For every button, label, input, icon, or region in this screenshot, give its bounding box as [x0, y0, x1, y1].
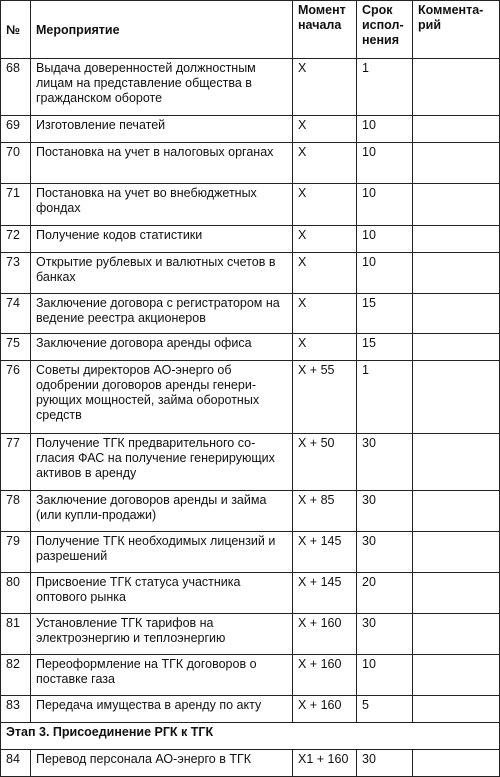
- cell-duration: 10: [357, 116, 413, 143]
- cell-num: 68: [1, 59, 31, 116]
- stage-row: [1, 722, 500, 750]
- cell-start: X: [293, 225, 357, 252]
- cell-start: X + 160: [293, 614, 357, 655]
- cell-event: Выдача доверенностей должностным лицам на представление общества в гражданском обороте: [31, 59, 293, 116]
- header-comment: Комментарий: [413, 1, 500, 59]
- cell-comment: [413, 433, 500, 490]
- cell-start: X: [293, 142, 357, 183]
- cell-num: 72: [1, 225, 31, 252]
- cell-num: 75: [1, 334, 31, 361]
- cell-comment: [413, 116, 500, 143]
- cell-num: 71: [1, 183, 31, 225]
- cell-duration: 30: [357, 614, 413, 655]
- cell-comment: [413, 573, 500, 614]
- cell-start: X + 50: [293, 433, 357, 490]
- cell-event: Заключение договора аренды офиса: [31, 334, 293, 361]
- cell-duration: 30: [357, 433, 413, 490]
- cell-event: Открытие рублевых и валютных счетов в банках: [31, 252, 293, 293]
- cell-num: 81: [1, 614, 31, 655]
- table-row: [1, 433, 500, 490]
- cell-comment: [413, 334, 500, 361]
- cell-num: 76: [1, 361, 31, 434]
- cell-num: 80: [1, 573, 31, 614]
- header-duration: Срок исполнения: [357, 1, 413, 59]
- table-row: [1, 334, 500, 361]
- table-row: [1, 116, 500, 143]
- cell-duration: 10: [357, 183, 413, 225]
- header-num: №: [1, 1, 31, 59]
- cell-comment: [413, 293, 500, 334]
- cell-num: 74: [1, 293, 31, 334]
- table-row: [1, 252, 500, 293]
- table-row: [1, 573, 500, 614]
- cell-num: 69: [1, 116, 31, 143]
- cell-duration: 15: [357, 334, 413, 361]
- cell-num: 78: [1, 491, 31, 532]
- cell-duration: 10: [357, 225, 413, 252]
- cell-comment: [413, 252, 500, 293]
- cell-comment: [413, 142, 500, 183]
- cell-event: Заключение договора с регистратором на ведение реестра акционеров: [31, 293, 293, 334]
- cell-start: X: [293, 183, 357, 225]
- table-row: [1, 361, 500, 434]
- cell-start: X + 145: [293, 573, 357, 614]
- cell-event: Передача имущества в аренду по акту: [31, 696, 293, 723]
- cell-event: Постановка на учет в налоговых органах: [31, 142, 293, 183]
- cell-duration: 1: [357, 361, 413, 434]
- cell-comment: [413, 655, 500, 696]
- table-row: [1, 614, 500, 655]
- cell-num: 83: [1, 696, 31, 723]
- cell-start: X: [293, 293, 357, 334]
- table-row: [1, 655, 500, 696]
- cell-event: Установление ТГК тарифов на электроэнергию и теплоэнергию: [31, 614, 293, 655]
- cell-event: Присвоение ТГК статуса участника оптового рынка: [31, 573, 293, 614]
- cell-duration: 30: [357, 750, 413, 777]
- cell-event: Советы директоров АО-энерго об одобрении договоров аренды генерирующих мощностей, займа оборотных средств: [31, 361, 293, 434]
- header-event: Мероприятие: [31, 1, 293, 59]
- cell-num: 82: [1, 655, 31, 696]
- cell-start: X + 55: [293, 361, 357, 434]
- cell-comment: [413, 225, 500, 252]
- cell-comment: [413, 532, 500, 573]
- table-row: [1, 183, 500, 225]
- cell-event: Получение ТГК предварительного согласия ФАС на получение генерирующих активов в аренду: [31, 433, 293, 490]
- cell-event: Заключение договоров аренды и займа (или купли-продажи): [31, 491, 293, 532]
- cell-comment: [413, 361, 500, 434]
- cell-event: Получение ТГК необходимых лицензий и разрешений: [31, 532, 293, 573]
- cell-num: 79: [1, 532, 31, 573]
- header-start: Момент начала: [293, 1, 357, 59]
- cell-duration: 10: [357, 655, 413, 696]
- cell-duration: 5: [357, 696, 413, 723]
- cell-num: 77: [1, 433, 31, 490]
- cell-start: X + 160: [293, 696, 357, 723]
- cell-duration: 1: [357, 59, 413, 116]
- cell-duration: 30: [357, 491, 413, 532]
- cell-start: X + 160: [293, 655, 357, 696]
- cell-duration: 10: [357, 142, 413, 183]
- cell-start: X: [293, 334, 357, 361]
- table-row: [1, 142, 500, 183]
- cell-comment: [413, 614, 500, 655]
- cell-comment: [413, 696, 500, 723]
- cell-num: 73: [1, 252, 31, 293]
- cell-duration: 30: [357, 532, 413, 573]
- cell-comment: [413, 491, 500, 532]
- cell-start: X: [293, 116, 357, 143]
- cell-num: 70: [1, 142, 31, 183]
- table-row: [1, 59, 500, 116]
- cell-comment: [413, 183, 500, 225]
- cell-comment: [413, 750, 500, 777]
- cell-event: Получение кодов статистики: [31, 225, 293, 252]
- cell-start: X: [293, 59, 357, 116]
- cell-start: X1 + 160: [293, 750, 357, 777]
- table-row: [1, 532, 500, 573]
- cell-duration: 20: [357, 573, 413, 614]
- stage-heading: Этап 3. Присоединение РГК к ТГК: [1, 722, 500, 750]
- table-row: [1, 696, 500, 723]
- table-body: [1, 59, 500, 777]
- table-row: [1, 491, 500, 532]
- cell-start: X + 145: [293, 532, 357, 573]
- cell-event: Постановка на учет во внебюджетных фондах: [31, 183, 293, 225]
- table-header-row: [1, 1, 500, 59]
- cell-comment: [413, 59, 500, 116]
- cell-start: X + 85: [293, 491, 357, 532]
- cell-num: 84: [1, 750, 31, 777]
- cell-event: Переоформление на ТГК договоров о поставке газа: [31, 655, 293, 696]
- cell-duration: 15: [357, 293, 413, 334]
- cell-duration: 10: [357, 252, 413, 293]
- cell-start: X: [293, 252, 357, 293]
- table-row: [1, 225, 500, 252]
- cell-event: Перевод персонала АО-энерго в ТГК: [31, 750, 293, 777]
- table-row: [1, 293, 500, 334]
- table-row: [1, 750, 500, 777]
- cell-event: Изготовление печатей: [31, 116, 293, 143]
